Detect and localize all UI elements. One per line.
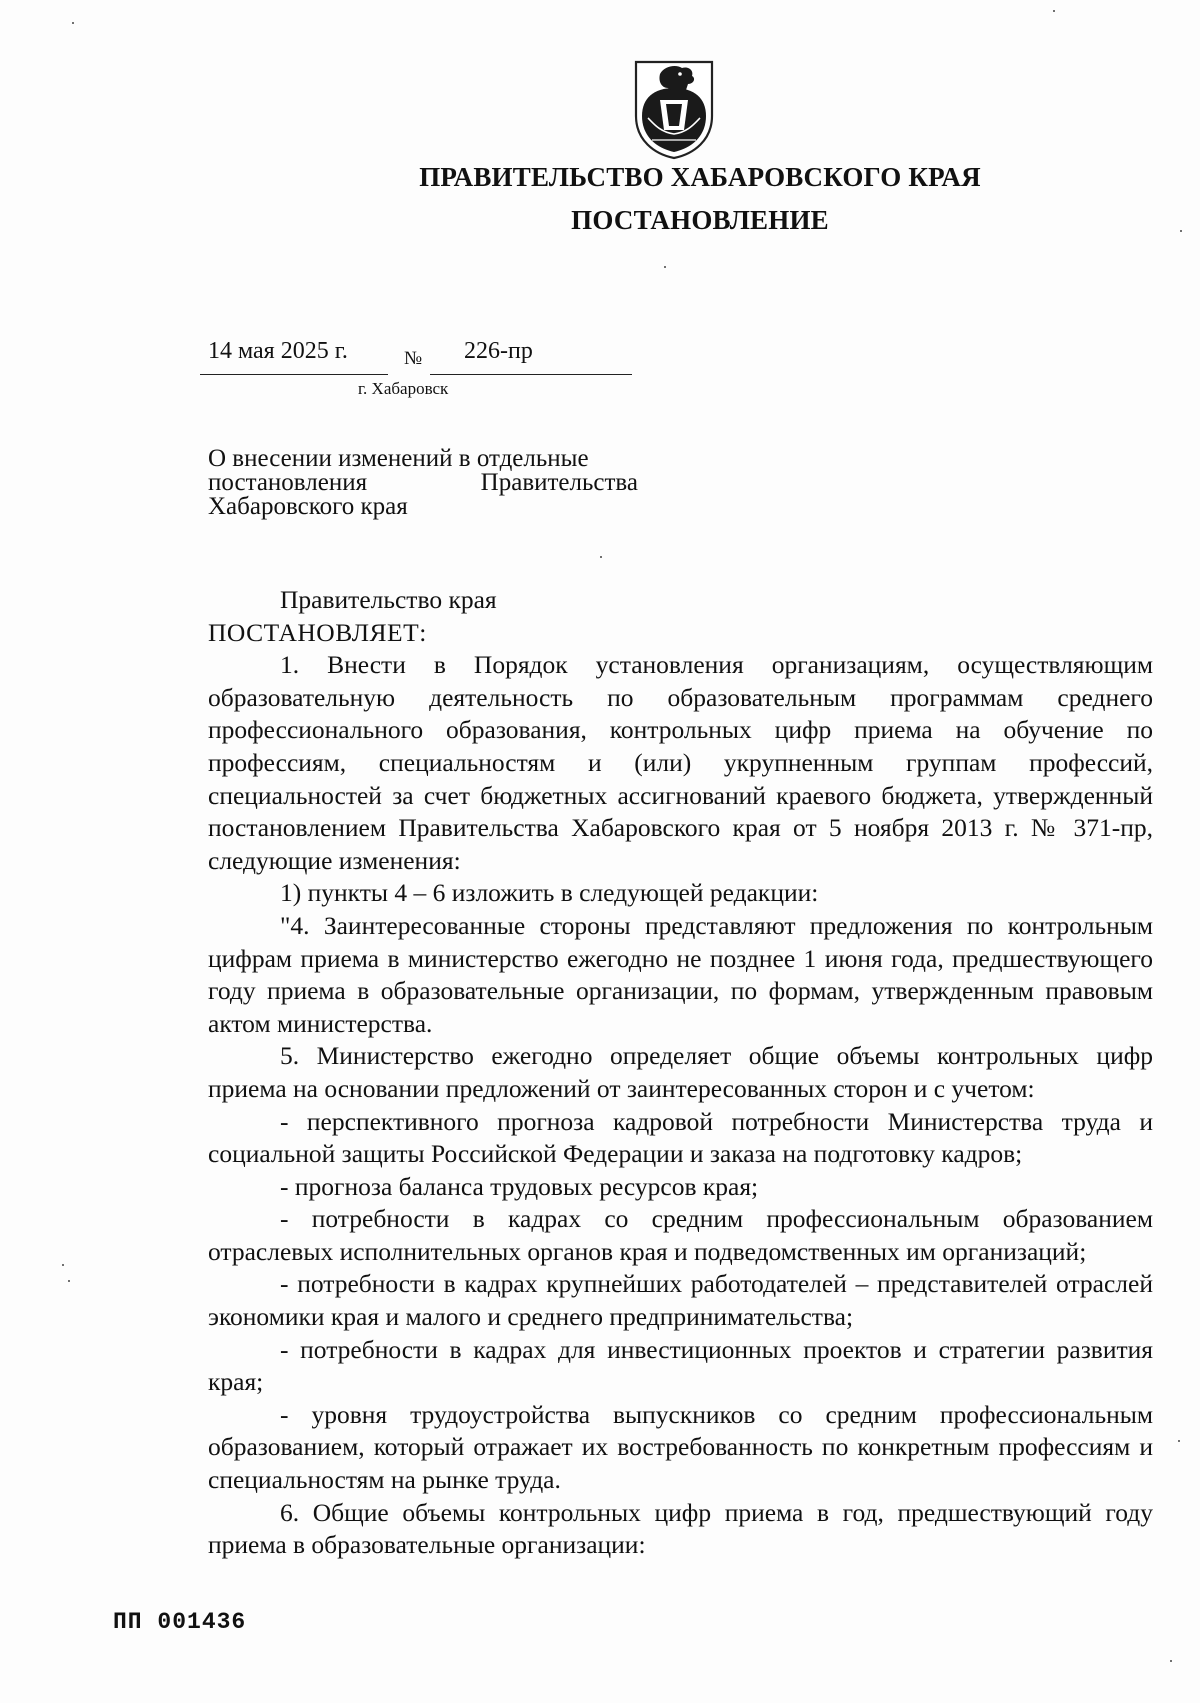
list-item: - потребности в кадрах крупнейших работодателей – представителей отраслей экономики края и малого и среднего предпринимательства; xyxy=(208,1269,1153,1332)
scan-speck xyxy=(1053,10,1055,12)
number-underline xyxy=(430,374,632,375)
government-title: ПРАВИТЕЛЬСТВО ХАБАРОВСКОГО КРАЯ xyxy=(419,162,981,192)
body-paragraph: 1. Внести в Порядок установления организациям, осуществляющим образовательную деятельность по образовательным программам среднего профессионального образования, контрольных цифр приема на обучение по профессиям, специальностям и (или) укрупненным группам профессий, специальностей за счет бюджетных ассигнований краевого бюджета, утвержденный постановлением Правительства Хабаровского края от 5 ноября 2013 г. № 371-пр, следующие изменения: xyxy=(208,650,1153,875)
document-city: г. Хабаровск xyxy=(358,379,449,398)
body-paragraph: "4. Заинтересованные стороны представляют предложения по контрольным цифрам приема в министерство ежегодно не позднее 1 июня года, предшествующего году приема в образовательные организации, по формам, утвержденным правовым актом министерства. xyxy=(208,910,1153,1038)
scan-speck xyxy=(72,22,74,24)
form-code: ПП 001436 xyxy=(113,1609,247,1635)
list-item: - уровня трудоустройства выпускников со средним профессиональным образованием, который отражает их востребованность по конкретным профессиям и специальностям на рынке труда. xyxy=(208,1399,1153,1495)
subject-line: О внесении изменений в отдельные xyxy=(208,445,589,472)
preamble-subject: Правительство края xyxy=(280,585,497,614)
document-subject xyxy=(208,447,638,519)
preamble-resolves: ПОСТАНОВЛЯЕТ: xyxy=(208,617,427,647)
coat-of-arms-bear-icon xyxy=(632,58,716,160)
list-item: - потребности в кадрах для инвестиционных проектов и стратегии развития края; xyxy=(208,1334,1153,1397)
document-type-title: ПОСТАНОВЛЕНИЕ xyxy=(571,205,829,235)
scan-speck xyxy=(1178,1440,1180,1442)
body-paragraph: 5. Министерство ежегодно определяет общие объемы контрольных цифр приема на основании предложений от заинтересованных сторон и с учетом: xyxy=(208,1041,1153,1103)
date-underline xyxy=(200,374,388,375)
scan-speck xyxy=(62,1264,64,1266)
body-paragraph: 6. Общие объемы контрольных цифр приема в год, предшествующий году приема в образовательные организации: xyxy=(208,1497,1153,1560)
document-number: 226-пр xyxy=(464,338,533,364)
scan-speck xyxy=(1180,230,1182,232)
scan-speck xyxy=(600,556,602,558)
body-paragraph: 1) пункты 4 – 6 изложить в следующей редакции: xyxy=(280,878,819,908)
scan-speck xyxy=(68,1280,70,1282)
list-item: - перспективного прогноза кадровой потребности Министерства труда и социальной защиты Российской Федерации и заказа на подготовку кадров; xyxy=(208,1106,1153,1169)
subject-line: Хабаровского края xyxy=(208,493,408,520)
list-item: - потребности в кадрах со средним профессиональным образованием отраслевых исполнительных органов края и подведомственных им организаций; xyxy=(208,1204,1153,1266)
list-item: - прогноза баланса трудовых ресурсов края; xyxy=(280,1171,759,1201)
registration-block xyxy=(200,338,632,398)
number-sign: № xyxy=(404,348,423,369)
subject-line: постановления Правительства xyxy=(208,469,638,496)
scan-speck xyxy=(1170,1660,1172,1662)
document-body xyxy=(208,584,1153,1562)
document-date: 14 мая 2025 г. xyxy=(208,338,348,364)
scan-speck xyxy=(664,266,666,268)
